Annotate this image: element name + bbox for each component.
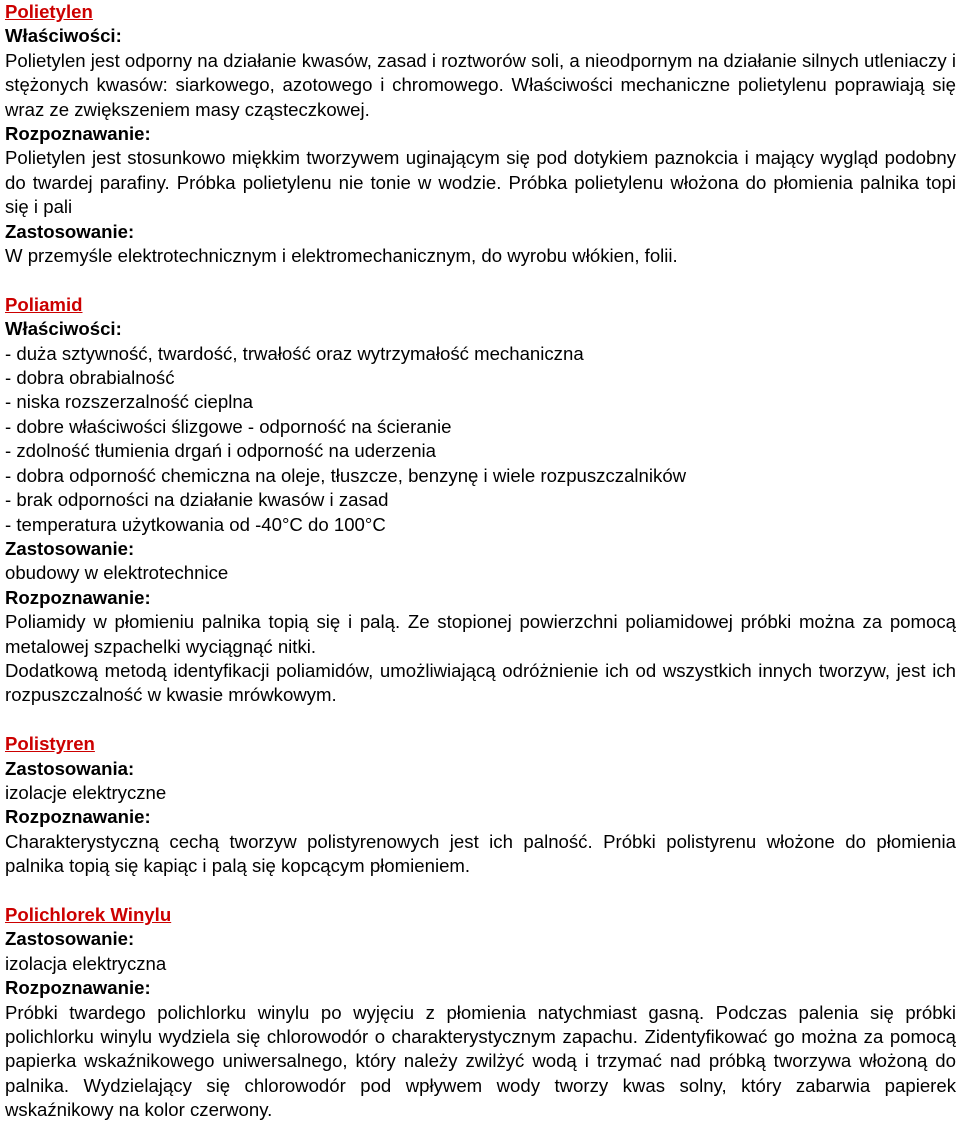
list-item: - brak odporności na działanie kwasów i zasad bbox=[5, 489, 389, 511]
paragraph-rozpoznawanie: Charakterystyczną cechą tworzyw polistyrenowych jest ich palność. Próbki polistyrenu włożone do płomienia palnika topią się kapiąc i palą się kopcącym płomieniem. bbox=[5, 830, 956, 877]
list-item: - dobre właściwości ślizgowe - odporność na ścieranie bbox=[5, 415, 452, 437]
paragraph-zastosowanie: W przemyśle elektrotechnicznym i elektromechanicznym, do wyrobu włókien, folii. bbox=[5, 245, 678, 267]
heading-zastosowanie: Zastosowania: bbox=[5, 757, 135, 779]
section-title-poliamid: Poliamid bbox=[5, 293, 83, 315]
paragraph-rozpoznawanie: Poliamidy w płomieniu palnika topią się i palą. Ze stopionej powierzchni poliamidowej próbki można za pomocą metalowej szpachelki wyciągnąć nitki. bbox=[5, 611, 956, 657]
heading-wlasciwosci: Właściwości: bbox=[5, 25, 122, 47]
heading-wlasciwosci: Właściwości: bbox=[5, 318, 122, 340]
heading-rozpoznawanie: Rozpoznawanie: bbox=[5, 586, 151, 608]
list-item: - zdolność tłumienia drgań i odporność na uderzenia bbox=[5, 440, 437, 462]
list-item: - duża sztywność, twardość, trwałość oraz wytrzymałość mechaniczna bbox=[5, 342, 584, 364]
paragraph-wlasciwosci: Polietylen jest odporny na działanie kwasów, zasad i roztworów soli, a nieodpornym na działanie silnych utleniaczy i stężonych kwasów: siarkowego, azotowego i chromowego. Właściwości mechaniczne polietylenu poprawiają się wraz ze zwiększeniem masy cząsteczkowej. bbox=[5, 49, 956, 120]
heading-rozpoznawanie: Rozpoznawanie: bbox=[5, 123, 151, 145]
list-item: - dobra obrabialność bbox=[5, 367, 175, 389]
paragraph-zastosowanie: obudowy w elektrotechnice bbox=[5, 562, 229, 584]
property-list bbox=[5, 342, 956, 537]
list-item: - dobra odporność chemiczna na oleje, tłuszcze, benzynę i wiele rozpuszczalników bbox=[5, 464, 687, 486]
section-title-polistyren: Polistyren bbox=[5, 733, 95, 755]
paragraph-rozpoznawanie-extra: Dodatkową metodą identyfikacji poliamidów, umożliwiającą odróżnienie ich od wszystkich innych tworzyw, jest ich rozpuszczalność w kwasie mrówkowym. bbox=[5, 659, 956, 706]
section-poliamid bbox=[5, 293, 956, 708]
section-polistyren bbox=[5, 732, 956, 878]
paragraph-rozpoznawanie: Próbki twardego polichlorku winylu po wyjęciu z płomienia natychmiast gasną. Podczas palenia się próbki polichlorku winylu wydziela się chlorowodór o charakterystycznym zapachu. Zidentyfikować go można za pomocą papierka wskaźnikowego uniwersalnego, który należy zwilżyć wodą i trzymać nad próbką tworzywa włożoną do palnika. Wydzielający się chlorowodór pod wpływem wody tworzy kwas solny, który zabarwia papierek wskaźnikowy na kolor czerwony. bbox=[5, 1001, 956, 1121]
paragraph-zastosowanie: izolacje elektryczne bbox=[5, 781, 167, 803]
heading-rozpoznawanie: Rozpoznawanie: bbox=[5, 806, 151, 828]
section-polichlorek-winylu bbox=[5, 903, 956, 1123]
list-item: - temperatura użytkowania od -40°C do 100°C bbox=[5, 513, 386, 535]
list-item: - niska rozszerzalność cieplna bbox=[5, 391, 254, 413]
heading-zastosowanie: Zastosowanie: bbox=[5, 928, 135, 950]
paragraph-zastosowanie: izolacja elektryczna bbox=[5, 952, 167, 974]
heading-rozpoznawanie: Rozpoznawanie: bbox=[5, 977, 151, 999]
section-title-polichlorek-winylu: Polichlorek Winylu bbox=[5, 903, 172, 925]
section-polietylen bbox=[5, 0, 956, 268]
heading-zastosowanie: Zastosowanie: bbox=[5, 220, 135, 242]
heading-zastosowanie: Zastosowanie: bbox=[5, 537, 135, 559]
paragraph-rozpoznawanie: Polietylen jest stosunkowo miękkim tworzywem uginającym się pod dotykiem paznokcia i mający wygląd podobny do twardej parafiny. Próbka polietylenu nie tonie w wodzie. Próbka polietylenu włożona do płomienia palnika topi się i pali bbox=[5, 147, 956, 218]
section-title-polietylen: Polietylen bbox=[5, 1, 93, 22]
